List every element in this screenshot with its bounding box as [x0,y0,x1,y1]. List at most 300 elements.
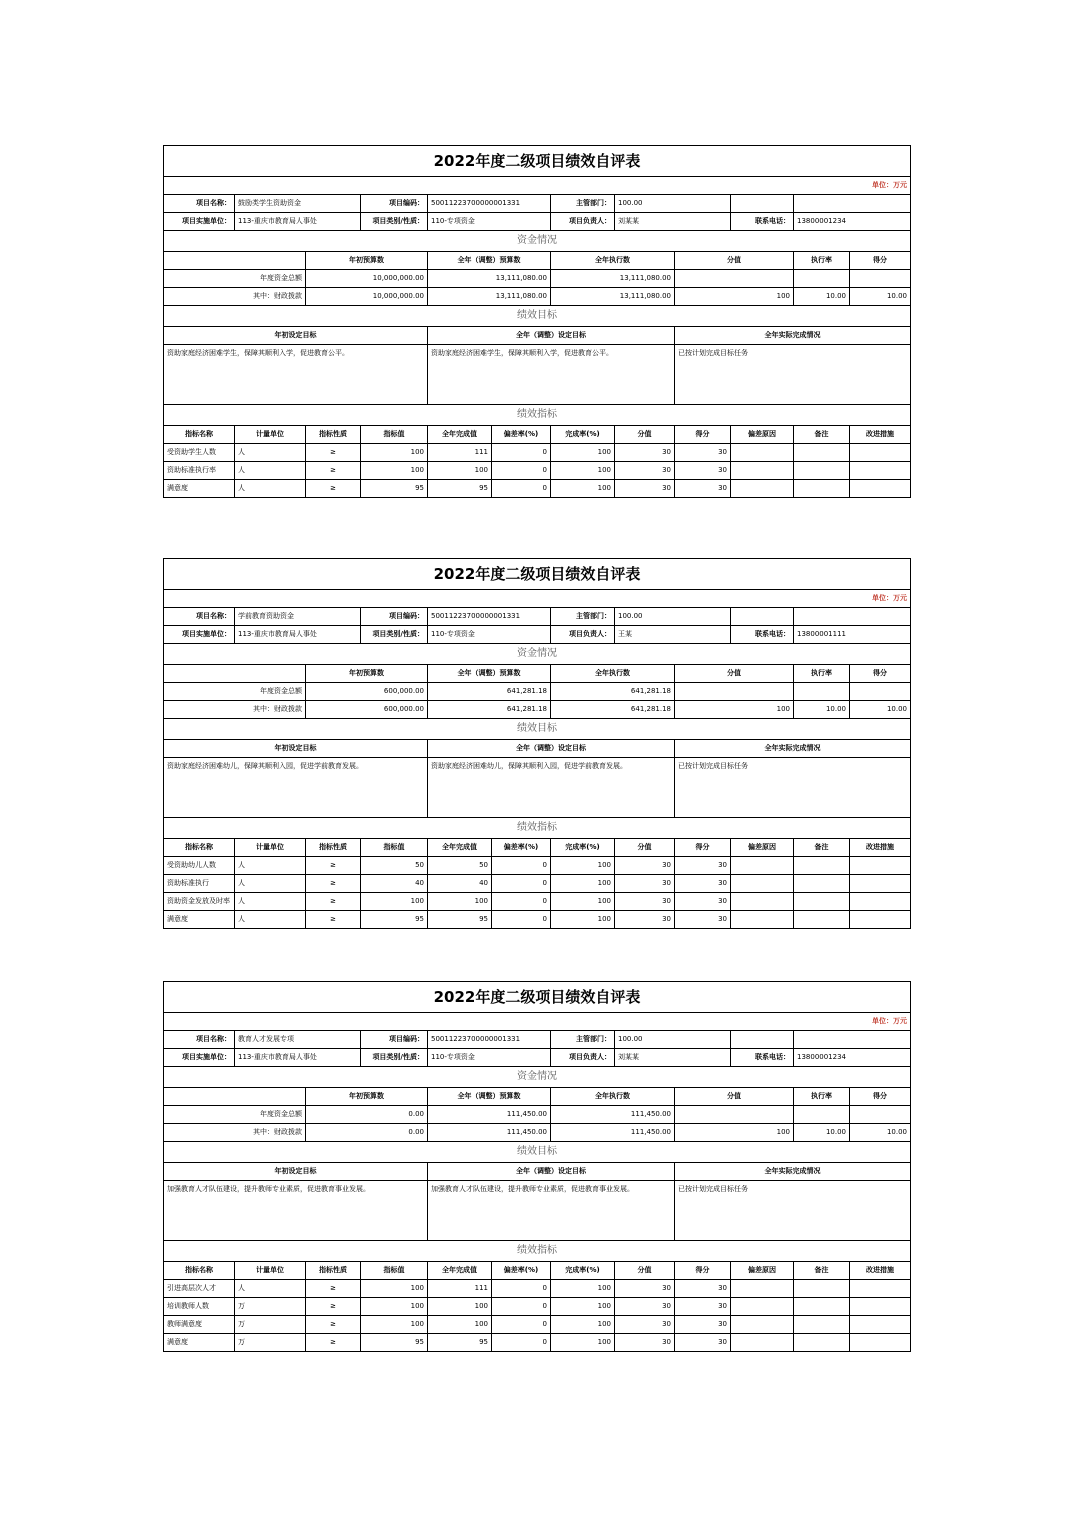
indicator-cell: 95 [361,1334,428,1352]
funding-cell: 0.00 [306,1106,428,1124]
contact-value: 王某 [615,626,731,644]
indicator-row [164,1280,911,1298]
funding-cell: 100 [675,701,794,719]
funding-header: 得分 [850,252,911,270]
funding-cell: 0.00 [306,1124,428,1142]
indicator-cell [731,893,794,911]
indicator-cell: 受资助学生人数 [164,444,235,462]
indicator-cell: 100 [361,444,428,462]
funding-header: 年初预算数 [306,252,428,270]
indicator-cell: ≥ [306,1316,361,1334]
indicator-header: 指标性质 [306,1262,361,1280]
indicator-header: 得分 [675,839,731,857]
funding-section-title: 资金情况 [164,1067,911,1088]
indicator-header: 全年完成值 [428,1262,492,1280]
project-type-label: 项目类别/性质： [361,626,428,644]
indicator-header: 偏差率(%) [492,426,551,444]
goal-header: 全年实际完成情况 [675,740,911,758]
indicator-cell: 95 [361,911,428,929]
indicator-header: 指标名称 [164,426,235,444]
indicator-cell: 100 [551,1298,615,1316]
indicator-cell: 0 [492,1280,551,1298]
contact-value: 刘某某 [615,213,731,231]
indicator-header: 分值 [615,839,675,857]
phone-value: 13800001234 [794,213,911,231]
indicator-cell: 100 [551,480,615,498]
indicator-cell: 30 [675,444,731,462]
indicator-cell: 教师满意度 [164,1316,235,1334]
indicator-header: 指标名称 [164,839,235,857]
indicator-cell: 100 [428,462,492,480]
indicator-header: 改进措施 [850,426,911,444]
funding-cell: 600,000.00 [306,701,428,719]
indicator-cell [731,1298,794,1316]
impl-unit-label: 项目实施单位： [164,626,235,644]
dept-label: 主管部门： [551,1031,615,1049]
indicator-header: 计量单位 [235,839,306,857]
dept-label: 主管部门： [551,608,615,626]
indicators-section-title: 绩效指标 [164,405,911,426]
indicator-cell: 30 [675,462,731,480]
indicator-cell [850,480,911,498]
funding-cell [794,683,850,701]
blank-cell [794,608,911,626]
goal-header: 全年（调整）设定目标 [428,740,675,758]
indicator-cell: 人 [235,462,306,480]
unit-note: 单位：万元 [164,1013,911,1031]
blank-cell [731,1031,794,1049]
indicator-cell: 万 [235,1316,306,1334]
funding-header: 执行率 [794,1088,850,1106]
goal-header: 年初设定目标 [164,740,428,758]
contact-value: 刘某某 [615,1049,731,1067]
funding-cell: 641,281.18 [428,701,551,719]
indicator-cell: 100 [361,1298,428,1316]
indicator-cell [794,875,850,893]
indicator-cell [731,444,794,462]
indicator-header: 指标名称 [164,1262,235,1280]
indicator-cell [794,462,850,480]
indicator-cell: 100 [551,893,615,911]
blank-cell [731,195,794,213]
indicator-cell: 人 [235,444,306,462]
indicator-header: 备注 [794,426,850,444]
indicator-cell: ≥ [306,1334,361,1352]
goal-header: 全年实际完成情况 [675,1163,911,1181]
goal-text: 资助家庭经济困难学生，保障其顺利入学，促进教育公平。 [164,345,428,405]
project-type-label: 项目类别/性质： [361,1049,428,1067]
indicator-cell: 0 [492,911,551,929]
project-type-value: 110-专项资金 [428,1049,551,1067]
funding-header: 执行率 [794,252,850,270]
funding-cell: 13,111,080.00 [428,288,551,306]
funding-row [164,1124,911,1142]
funding-cell: 100 [675,1124,794,1142]
funding-cell: 111,450.00 [551,1124,675,1142]
indicator-cell: 满意度 [164,911,235,929]
indicator-cell: 30 [615,1316,675,1334]
indicator-cell: 0 [492,444,551,462]
dept-label: 主管部门： [551,195,615,213]
funding-header: 全年执行数 [551,1088,675,1106]
indicator-header: 指标值 [361,426,428,444]
indicator-cell [731,462,794,480]
funding-cell [675,1106,794,1124]
funding-cell [794,270,850,288]
indicator-row [164,480,911,498]
indicator-cell: 30 [675,857,731,875]
form-table [163,145,911,498]
blank-cell [794,1031,911,1049]
indicator-cell: 人 [235,857,306,875]
indicator-cell [850,462,911,480]
indicator-header: 偏差率(%) [492,1262,551,1280]
funding-cell: 600,000.00 [306,683,428,701]
indicator-cell [794,444,850,462]
indicator-cell: 100 [361,1316,428,1334]
indicator-cell: 受资助幼儿人数 [164,857,235,875]
indicator-cell [850,911,911,929]
indicator-cell: ≥ [306,480,361,498]
project-code-label: 项目编码： [361,608,428,626]
indicator-header: 偏差原因 [731,839,794,857]
indicator-cell: 100 [551,875,615,893]
indicator-cell: ≥ [306,462,361,480]
funding-cell: 10,000,000.00 [306,288,428,306]
indicator-cell [731,480,794,498]
funding-row [164,270,911,288]
funding-header: 分值 [675,1088,794,1106]
indicator-cell [794,480,850,498]
indicator-row [164,444,911,462]
funding-header: 得分 [850,665,911,683]
indicator-row [164,911,911,929]
indicator-cell [794,1316,850,1334]
indicator-cell: 0 [492,1298,551,1316]
funding-header: 全年（调整）预算数 [428,1088,551,1106]
phone-label: 联系电话： [731,626,794,644]
goal-text: 资助家庭经济困难学生，保障其顺利入学，促进教育公平。 [428,345,675,405]
indicator-cell [731,911,794,929]
funding-row [164,683,911,701]
funding-header: 分值 [675,252,794,270]
goal-header: 全年实际完成情况 [675,327,911,345]
indicator-cell: 人 [235,911,306,929]
indicator-cell: 0 [492,1334,551,1352]
goal-text: 已按计划完成目标任务 [675,345,911,405]
indicator-cell [794,1334,850,1352]
indicator-header: 指标值 [361,839,428,857]
funding-header: 年初预算数 [306,665,428,683]
dept-value: 100.00 [615,195,731,213]
project-type-value: 110-专项资金 [428,213,551,231]
indicator-cell: 资助标准执行 [164,875,235,893]
indicator-header: 全年完成值 [428,839,492,857]
goal-header: 年初设定目标 [164,327,428,345]
funding-cell: 年度资金总额 [164,683,306,701]
funding-header: 全年（调整）预算数 [428,252,551,270]
funding-cell: 111,450.00 [428,1106,551,1124]
indicator-cell: ≥ [306,893,361,911]
funding-header [164,665,306,683]
funding-cell [850,270,911,288]
indicator-cell: 0 [492,1316,551,1334]
indicator-cell [731,875,794,893]
unit-note: 单位：万元 [164,177,911,195]
project-code-value: 50011223700000001331 [428,1031,551,1049]
indicator-cell: 50 [361,857,428,875]
indicator-cell: ≥ [306,1280,361,1298]
funding-cell: 100 [675,288,794,306]
indicator-header: 完成率(%) [551,1262,615,1280]
funding-section-title: 资金情况 [164,231,911,252]
indicator-cell: 万 [235,1298,306,1316]
funding-cell: 10.00 [794,701,850,719]
performance-form [163,981,910,1352]
indicator-cell [850,893,911,911]
funding-header: 分值 [675,665,794,683]
indicator-cell: 100 [551,462,615,480]
project-name-value: 学前教育资助资金 [235,608,361,626]
phone-value: 13800001111 [794,626,911,644]
funding-cell [794,1106,850,1124]
indicator-cell: 100 [428,1316,492,1334]
funding-cell: 其中：财政拨款 [164,1124,306,1142]
indicator-cell: 30 [675,893,731,911]
indicator-cell: 95 [428,480,492,498]
indicator-cell [794,1298,850,1316]
project-name-value: 教育人才发展专项 [235,1031,361,1049]
funding-header: 全年（调整）预算数 [428,665,551,683]
indicator-cell [731,1280,794,1298]
indicator-cell: 引进高层次人才 [164,1280,235,1298]
indicator-cell: 人 [235,480,306,498]
indicator-header: 得分 [675,426,731,444]
indicator-cell [850,1298,911,1316]
contact-label: 项目负责人： [551,1049,615,1067]
goal-text: 已按计划完成目标任务 [675,1181,911,1241]
performance-form [163,145,910,498]
indicator-header: 偏差原因 [731,1262,794,1280]
funding-header [164,1088,306,1106]
phone-value: 13800001234 [794,1049,911,1067]
indicator-row [164,462,911,480]
indicator-row [164,1334,911,1352]
indicator-header: 完成率(%) [551,426,615,444]
form-table [163,558,911,929]
indicator-cell [850,1280,911,1298]
indicator-cell: 100 [361,462,428,480]
contact-label: 项目负责人： [551,626,615,644]
indicator-header: 改进措施 [850,839,911,857]
indicator-cell [794,857,850,875]
indicator-cell: 40 [428,875,492,893]
funding-cell: 111,450.00 [428,1124,551,1142]
indicator-cell: 人 [235,893,306,911]
indicator-cell: 满意度 [164,480,235,498]
form-title: 2022年度二级项目绩效自评表 [164,146,911,177]
funding-cell [675,270,794,288]
funding-cell: 年度资金总额 [164,1106,306,1124]
indicator-cell: 人 [235,875,306,893]
indicator-cell: 100 [551,1316,615,1334]
indicator-cell: 111 [428,1280,492,1298]
indicator-cell: ≥ [306,444,361,462]
indicator-cell: 100 [551,444,615,462]
indicator-header: 分值 [615,426,675,444]
funding-cell: 10.00 [794,288,850,306]
funding-cell: 641,281.18 [551,701,675,719]
funding-row [164,701,911,719]
indicator-cell: 培训教师人数 [164,1298,235,1316]
indicator-cell [731,1334,794,1352]
indicator-cell: 100 [361,1280,428,1298]
indicator-cell: ≥ [306,857,361,875]
funding-section-title: 资金情况 [164,644,911,665]
funding-cell: 641,281.18 [551,683,675,701]
indicator-cell [794,893,850,911]
indicator-cell: 100 [361,893,428,911]
funding-cell [850,1106,911,1124]
indicator-cell [794,1280,850,1298]
indicator-cell: 40 [361,875,428,893]
indicator-cell: 100 [551,911,615,929]
indicator-cell: 30 [675,911,731,929]
performance-form [163,558,910,929]
funding-cell: 10,000,000.00 [306,270,428,288]
indicator-cell: 100 [428,893,492,911]
goal-text: 资助家庭经济困难幼儿，保障其顺利入园，促进学前教育发展。 [164,758,428,818]
funding-cell: 10.00 [850,288,911,306]
indicator-cell: 100 [551,1280,615,1298]
blank-cell [794,195,911,213]
indicator-cell [850,444,911,462]
indicator-header: 全年完成值 [428,426,492,444]
indicator-cell: 0 [492,480,551,498]
indicator-cell: 人 [235,1280,306,1298]
indicator-cell: 资助标准执行率 [164,462,235,480]
phone-label: 联系电话： [731,1049,794,1067]
indicator-cell: ≥ [306,911,361,929]
funding-header: 年初预算数 [306,1088,428,1106]
indicator-cell: 30 [615,893,675,911]
indicator-cell: 30 [615,444,675,462]
indicator-cell: 30 [615,911,675,929]
funding-cell [850,683,911,701]
goals-section-title: 绩效目标 [164,306,911,327]
indicator-cell: 0 [492,893,551,911]
indicator-cell [731,1316,794,1334]
form-table [163,981,911,1352]
impl-unit-value: 113-重庆市教育局人事处 [235,1049,361,1067]
goal-text: 加强教育人才队伍建设，提升教师专业素质，促进教育事业发展。 [428,1181,675,1241]
indicator-cell: 111 [428,444,492,462]
indicators-section-title: 绩效指标 [164,1241,911,1262]
indicator-cell: 30 [675,1280,731,1298]
indicator-cell: 100 [428,1298,492,1316]
indicator-cell: 30 [675,1334,731,1352]
project-code-value: 50011223700000001331 [428,608,551,626]
project-type-label: 项目类别/性质： [361,213,428,231]
indicator-header: 指标值 [361,1262,428,1280]
indicator-cell: 95 [361,480,428,498]
indicator-cell: 30 [615,857,675,875]
indicator-header: 指标性质 [306,426,361,444]
indicator-header: 改进措施 [850,1262,911,1280]
funding-cell: 13,111,080.00 [551,270,675,288]
impl-unit-value: 113-重庆市教育局人事处 [235,213,361,231]
goal-text: 已按计划完成目标任务 [675,758,911,818]
indicator-cell: 0 [492,857,551,875]
indicator-cell: 资助资金发放及时率 [164,893,235,911]
indicator-cell [850,1316,911,1334]
funding-header: 全年执行数 [551,252,675,270]
indicator-header: 偏差率(%) [492,839,551,857]
indicator-cell: 30 [615,1298,675,1316]
funding-cell: 10.00 [850,1124,911,1142]
goal-header: 年初设定目标 [164,1163,428,1181]
goals-section-title: 绩效目标 [164,1142,911,1163]
indicator-cell: 0 [492,875,551,893]
indicators-section-title: 绩效指标 [164,818,911,839]
form-title: 2022年度二级项目绩效自评表 [164,559,911,590]
impl-unit-label: 项目实施单位： [164,1049,235,1067]
project-name-label: 项目名称： [164,1031,235,1049]
indicator-header: 偏差原因 [731,426,794,444]
indicator-cell [850,1334,911,1352]
funding-row [164,1106,911,1124]
indicator-row [164,893,911,911]
funding-cell [675,683,794,701]
indicator-cell: 30 [615,1334,675,1352]
indicator-header: 得分 [675,1262,731,1280]
indicator-cell: ≥ [306,1298,361,1316]
indicator-header: 备注 [794,839,850,857]
indicator-row [164,1298,911,1316]
indicator-header: 完成率(%) [551,839,615,857]
indicator-cell [731,857,794,875]
project-code-label: 项目编码： [361,195,428,213]
indicator-header: 计量单位 [235,1262,306,1280]
indicator-cell [850,857,911,875]
indicator-cell: 30 [615,462,675,480]
indicator-cell: 100 [551,1334,615,1352]
goal-text: 资助家庭经济困难幼儿，保障其顺利入园，促进学前教育发展。 [428,758,675,818]
indicator-cell: 30 [675,480,731,498]
form-title: 2022年度二级项目绩效自评表 [164,982,911,1013]
project-type-value: 110-专项资金 [428,626,551,644]
indicator-cell [850,875,911,893]
indicator-cell: 30 [615,1280,675,1298]
phone-label: 联系电话： [731,213,794,231]
funding-cell: 10.00 [794,1124,850,1142]
funding-header: 执行率 [794,665,850,683]
funding-cell: 641,281.18 [428,683,551,701]
funding-cell: 111,450.00 [551,1106,675,1124]
indicator-cell: 50 [428,857,492,875]
project-name-value: 鼓励类学生资助资金 [235,195,361,213]
goal-text: 加强教育人才队伍建设，提升教师专业素质，促进教育事业发展。 [164,1181,428,1241]
project-code-value: 50011223700000001331 [428,195,551,213]
indicator-cell: 30 [615,875,675,893]
funding-header: 得分 [850,1088,911,1106]
funding-cell: 年度资金总额 [164,270,306,288]
contact-label: 项目负责人： [551,213,615,231]
funding-row [164,288,911,306]
indicator-cell: 满意度 [164,1334,235,1352]
indicator-row [164,1316,911,1334]
indicator-header: 指标性质 [306,839,361,857]
